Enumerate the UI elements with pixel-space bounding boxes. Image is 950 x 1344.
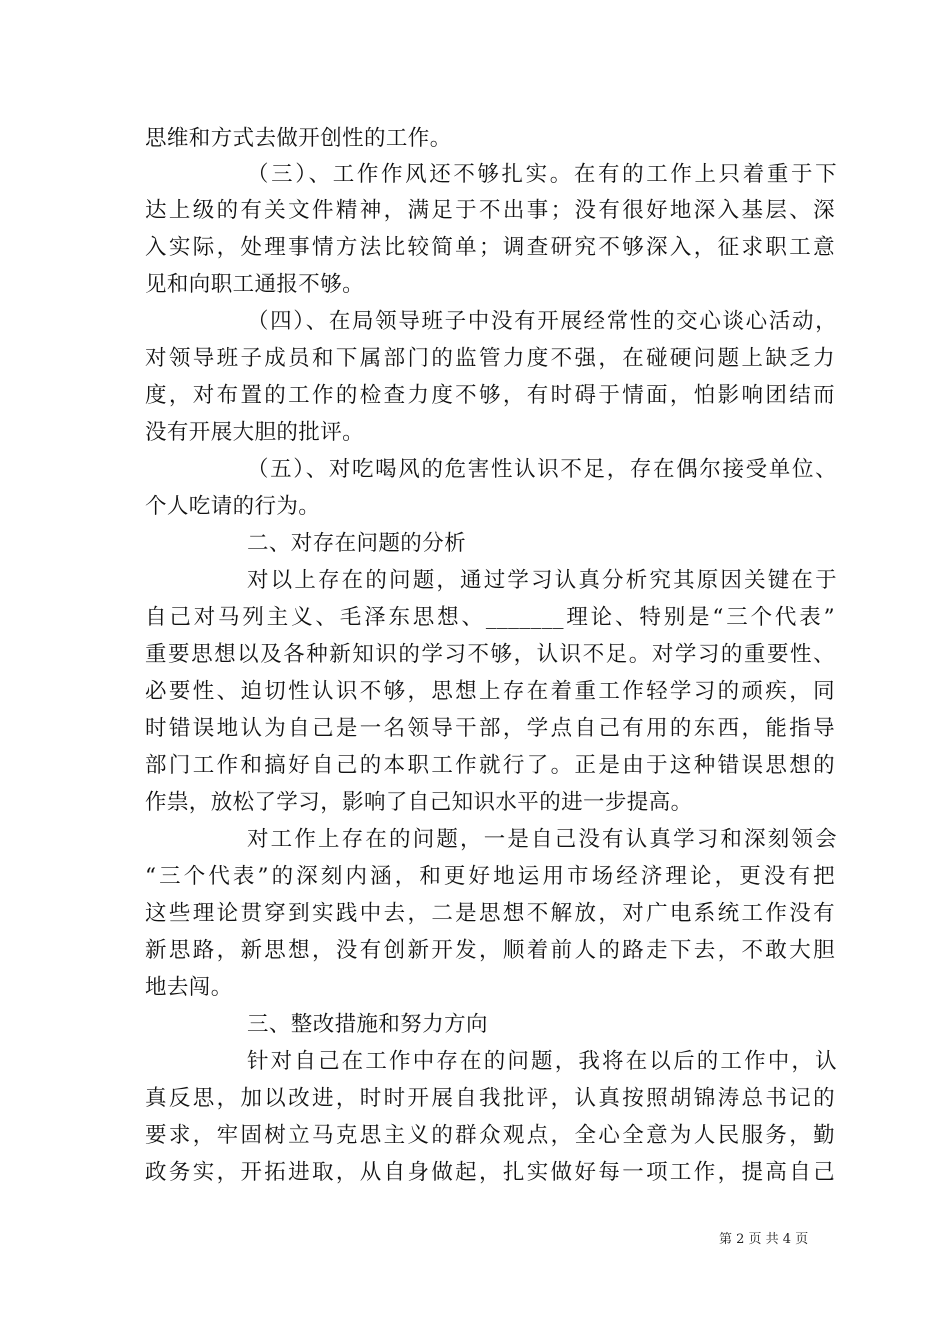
- body-text-line: 必要性、迫切性认识不够，思想上存在着重工作轻学习的顽疾，同: [145, 679, 835, 704]
- body-text-line: （四）、在局领导班子中没有开展经常性的交心谈心活动，: [247, 309, 837, 334]
- body-text-line: 地去闯。: [145, 975, 233, 1000]
- body-text-line: “三个代表”的深刻内涵，和更好地运用市场经济理论，更没有把: [145, 864, 835, 889]
- body-text-line: 时错误地认为自己是一名领导干部，学点自己有用的东西，能指导: [145, 716, 835, 741]
- body-text-line: 对以上存在的问题，通过学习认真分析究其原因关键在于: [247, 568, 837, 593]
- body-text-line: 部门工作和搞好自己的本职工作就行了。正是由于这种错误思想的: [145, 753, 835, 778]
- body-text-line: 新思路，新思想，没有创新开发，顺着前人的路走下去，不敢大胆: [145, 938, 835, 963]
- body-text-line: 对领导班子成员和下属部门的监管力度不强，在碰硬问题上缺乏力: [145, 346, 835, 371]
- body-text-line: 个人吃请的行为。: [145, 494, 321, 519]
- body-text-line: （五）、对吃喝风的危害性认识不足，存在偶尔接受单位、: [247, 457, 837, 482]
- body-text-line: 对工作上存在的问题，一是自己没有认真学习和深刻领会: [247, 827, 837, 852]
- page-number-footer: 第 2 页 共 4 页: [719, 1232, 809, 1247]
- body-text-line: 重要思想以及各种新知识的学习不够，认识不足。对学习的重要性、: [145, 642, 835, 667]
- body-text-line: 达上级的有关文件精神，满足于不出事；没有很好地深入基层、深: [145, 198, 835, 223]
- body-text-line: 真反思，加以改进，时时开展自我批评，认真按照胡锦涛总书记的: [145, 1086, 835, 1111]
- section-heading: 三、整改措施和努力方向: [247, 1012, 488, 1037]
- body-text-line: 政务实，开拓进取，从自身做起，扎实做好每一项工作，提高自己: [145, 1160, 835, 1185]
- body-text-line: （三）、工作作风还不够扎实。在有的工作上只着重于下: [247, 162, 837, 187]
- body-text-line: 没有开展大胆的批评。: [145, 420, 365, 445]
- body-text-line: 这些理论贯穿到实践中去，二是思想不解放，对广电系统工作没有: [145, 901, 835, 926]
- body-text-line: 见和向职工通报不够。: [145, 272, 365, 297]
- body-text-line: 自己对马列主义、毛泽东思想、_______理论、特别是“三个代表”: [145, 605, 835, 630]
- section-heading: 二、对存在问题的分析: [247, 531, 467, 556]
- body-text-line: 入实际，处理事情方法比较简单；调查研究不够深入，征求职工意: [145, 235, 835, 260]
- body-text-line: 要求，牢固树立马克思主义的群众观点，全心全意为人民服务，勤: [145, 1123, 835, 1148]
- body-text-line: 针对自己在工作中存在的问题，我将在以后的工作中，认: [247, 1049, 837, 1074]
- body-text-line: 思维和方式去做开创性的工作。: [145, 126, 452, 151]
- body-text-line: 作祟，放松了学习，影响了自己知识水平的进一步提高。: [145, 790, 693, 815]
- body-text-line: 度，对布置的工作的检查力度不够，有时碍于情面，怕影响团结而: [145, 383, 835, 408]
